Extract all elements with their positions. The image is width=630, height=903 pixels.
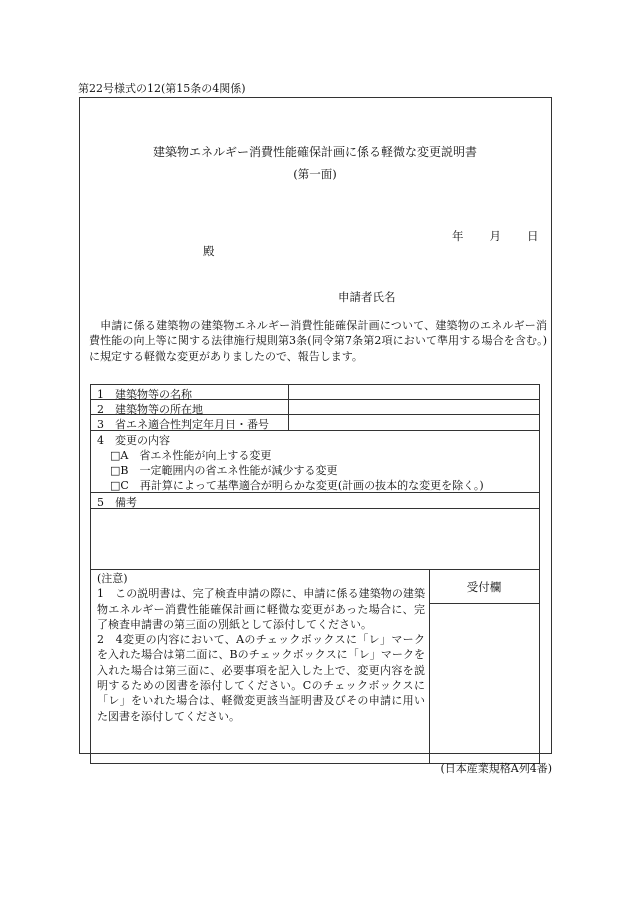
checkbox-icon[interactable]: □ (110, 464, 121, 477)
items-table (90, 384, 540, 570)
column-divider (288, 400, 289, 414)
document-title: 建築物エネルギー消費性能確保計画に係る軽微な変更説明書 (152, 145, 477, 159)
notes-section (90, 570, 540, 764)
column-divider (288, 415, 289, 430)
date-year: 年 (452, 229, 464, 243)
receipt-column-header: 受付欄 (429, 570, 539, 604)
addressee-suffix: 殿 (203, 244, 215, 258)
item-row-judgment (91, 415, 539, 431)
checkbox-icon[interactable]: □ (110, 449, 121, 462)
change-option-b[interactable]: □B 一定範囲内の省エネ性能が減少する変更 (110, 464, 338, 477)
item-row-changes (91, 431, 539, 493)
form-number: 第22号様式の12(第15条の4関係) (78, 82, 246, 95)
change-option-c[interactable]: □C 再計算によって基準適合が明らかな変更(計画の抜本的な変更を除く。) (110, 479, 484, 492)
intro-paragraph (89, 318, 547, 364)
item-label: 2 建築物等の所在地 (97, 403, 203, 416)
date-month: 月 (489, 229, 501, 243)
item-row-remarks (91, 493, 539, 569)
applicant-name-label: 申請者氏名 (338, 290, 396, 304)
date-line (452, 228, 539, 244)
note-2: 2 4変更の内容において、Aのチェックボックスに「レ」マークを入れた場合は第二面に、Bのチェックボックスに「レ」マークを入れた場合は第三面に、必要事項を記入した上で、変更内容を説明するための図書を添付してください。Cのチェックボックスに「レ」をいれた場合は、軽微変更該当証明書及びその申請に用いた図書を添付してください。 (97, 633, 425, 723)
item-label: 3 省エネ適合性判定年月日・番号 (97, 418, 269, 431)
checkbox-icon[interactable]: □ (110, 479, 121, 492)
item-label: 4 変更の内容 (97, 434, 170, 447)
intro-text: 申請に係る建築物の建築物エネルギー消費性能確保計画について、建築物のエネルギー消費性能の向上等に関する法律施行規則第3条(同令第7条第2項において準用する場合を含む。)に規定する軽微な変更がありましたので、報告します。 (89, 319, 547, 363)
item-label: 1 建築物等の名称 (97, 388, 192, 401)
item-label: 5 備考 (97, 496, 137, 509)
page-subtitle: (第一面) (293, 167, 337, 181)
change-option-a[interactable]: □A 省エネ性能が向上する変更 (110, 449, 272, 462)
item-row-name (91, 385, 539, 400)
remarks-divider (91, 508, 539, 509)
paper-size-note: (日本産業規格A列4番) (440, 762, 552, 775)
note-1: 1 この説明書は、完了検査申請の際に、申請に係る建築物の建築物エネルギー消費性能確保計画に軽微な変更があった場合に、完了検査申請書の第三面の別紙として添付してください。 (97, 587, 425, 631)
date-day: 日 (527, 229, 539, 243)
notes-heading: (注意) (97, 572, 128, 585)
item-row-address (91, 400, 539, 415)
column-divider (288, 385, 289, 399)
notes-text (97, 571, 425, 724)
